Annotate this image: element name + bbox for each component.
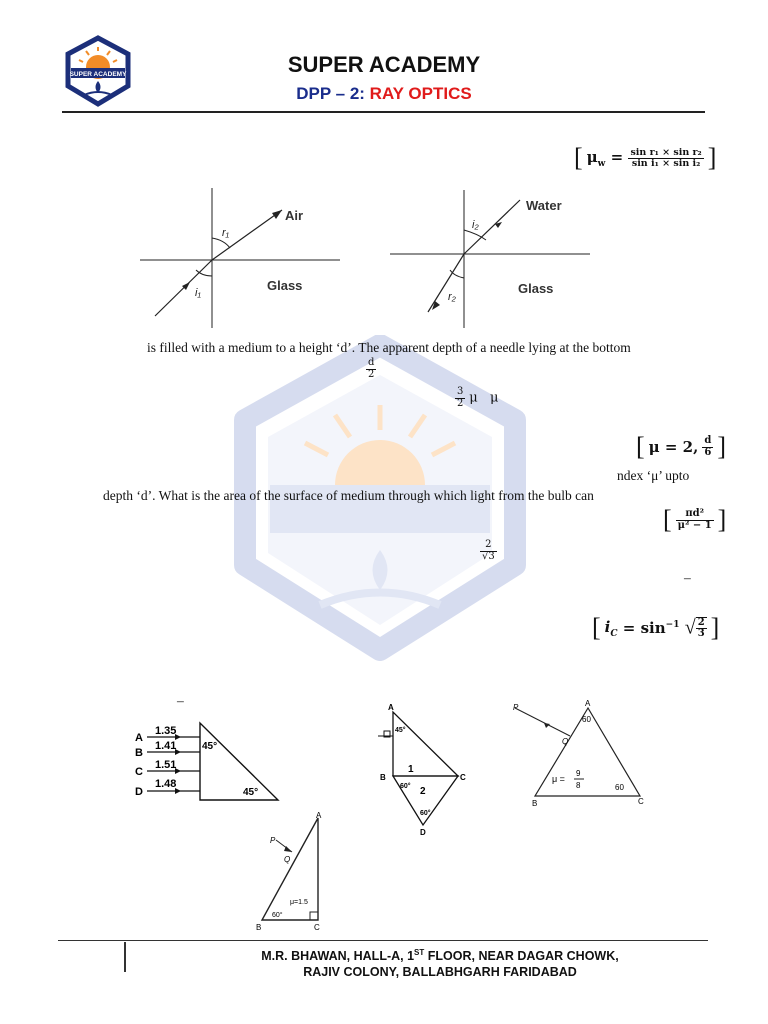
prism4-p: P <box>270 836 276 845</box>
question-line-index: ndex ‘μ’ upto <box>617 468 690 483</box>
footer-line-2: RAJIV COLONY, BALLABHGARH FARIDABAD <box>303 965 577 980</box>
answer-critical-angle: [ $i_C = \sin^{-1}$ √ $\frac{2}{3}$ ] <box>592 613 720 642</box>
subtitle-topic: RAY OPTICS <box>369 84 472 103</box>
prism-diagram-pq-triangle <box>510 698 670 808</box>
prism3-p: P <box>513 703 519 712</box>
prism2-region-1: 1 <box>408 764 414 775</box>
subtitle-prefix: DPP – 2: <box>296 84 365 103</box>
prism2-d: D <box>420 828 426 837</box>
prism2-b: B <box>380 773 386 782</box>
header-divider <box>62 111 705 113</box>
angle-i2-label: i₂ <box>472 219 479 231</box>
prism3-q: Q <box>562 737 569 746</box>
formula-eq: = <box>610 147 624 166</box>
prism2-region-2: 2 <box>420 786 426 797</box>
fraction-2-over-root3: $\frac{2}{√3}$ <box>482 539 495 562</box>
page-title: SUPER ACADEMY <box>287 52 481 77</box>
prism3-mu-num: 9 <box>576 769 581 778</box>
ray-a-label: A <box>135 732 143 744</box>
prism3-mu-den: 8 <box>576 781 581 790</box>
fraction-3-over-2: $\frac{3}{2}$ μ μ <box>457 386 499 409</box>
dash-mark-1: – <box>684 570 691 585</box>
angle-r2-label: r₂ <box>448 291 456 303</box>
prism3-mu-label: μ = <box>552 774 565 784</box>
answer-mu-2-d6: [ μ = 2, $\frac{d}{6}$ ] <box>636 432 726 461</box>
prism3-b: B <box>532 799 538 808</box>
medium-air-label: Air <box>285 208 304 223</box>
prism2-angle-45: 45° <box>395 727 406 734</box>
logo-text: SUPER ACADEMY <box>69 71 127 78</box>
formula-lhs: μ <box>586 147 598 166</box>
prism1-angle-bottom: 45° <box>243 787 259 798</box>
prism4-b: B <box>256 923 262 932</box>
medium-glass-label: Glass <box>267 278 303 293</box>
footer-bar <box>124 942 126 972</box>
formula-lhs-sub: w <box>597 158 606 169</box>
refraction-diagram-water-glass <box>390 190 590 330</box>
question-line-filled: is filled with a medium to a height ‘d’. The apparent depth of a needle lying at the bottom <box>147 340 631 355</box>
prism2-angle-60a: 60° <box>400 783 411 790</box>
medium-glass2-label: Glass <box>518 281 554 296</box>
prism3-angle-a: 60 <box>582 715 591 724</box>
ray-d-label: D <box>135 786 143 798</box>
ray-a-value: 1.35 <box>155 725 177 737</box>
page-subtitle <box>0 84 768 104</box>
fraction-d-over-2: $\frac{d}{2}$ <box>368 357 375 380</box>
prism4-angle: 60° <box>272 912 283 919</box>
ray-c-value: 1.51 <box>155 759 177 771</box>
formula-denominator: sin i₁ × sin i₂ <box>631 157 701 169</box>
prism1-angle-top: 45° <box>202 741 218 752</box>
formula-mu-w: [ $\mu_w$ = $\frac{\text{sin r₁ × sin r₂}}{\text{sin i₁ × sin i₂}}$ ] <box>574 143 717 172</box>
prism2-c: C <box>460 773 466 782</box>
dash-mark-2: – <box>177 693 184 708</box>
ray-b-value: 1.41 <box>155 740 177 752</box>
footer-line-1: M.R. BHAWAN, HALL-A, 1ST FLOOR, NEAR DAGAR CHOWK, <box>261 948 619 964</box>
refraction-diagram-air-glass <box>140 188 340 330</box>
angle-i1-label: i₁ <box>195 287 201 299</box>
prism2-angle-60b: 60° <box>420 810 431 817</box>
footer-divider <box>58 940 708 941</box>
prism-diagram-abcd <box>368 700 478 840</box>
prism2-a: A <box>388 703 394 712</box>
prism-diagram-four-rays <box>125 715 285 805</box>
ray-b-label: B <box>135 747 143 759</box>
prism4-c: C <box>314 923 320 932</box>
mu-symbols: μ μ <box>469 390 499 406</box>
footer-address <box>130 945 750 980</box>
prism4-a: A <box>316 811 322 820</box>
prism4-mu: μ=1.5 <box>290 899 308 906</box>
prism4-q: Q <box>284 855 291 864</box>
prism-diagram-right-triangle <box>248 810 338 935</box>
angle-r1-label: r₁ <box>222 227 230 239</box>
ray-d-value: 1.48 <box>155 778 177 790</box>
formula-numerator: sin r₁ × sin r₂ <box>630 146 702 158</box>
prism3-c: C <box>638 797 644 806</box>
prism3-a: A <box>585 699 591 708</box>
question-line-depth: depth ‘d’. What is the area of the surface of medium through which light from the bulb can <box>103 488 594 503</box>
answer-area: [ $\frac{\text{πd²}}{\text{μ² − 1}}$ ] <box>663 505 727 534</box>
ray-c-label: C <box>135 766 143 778</box>
medium-water-label: Water <box>526 198 562 213</box>
prism3-angle-c: 60 <box>615 783 624 792</box>
